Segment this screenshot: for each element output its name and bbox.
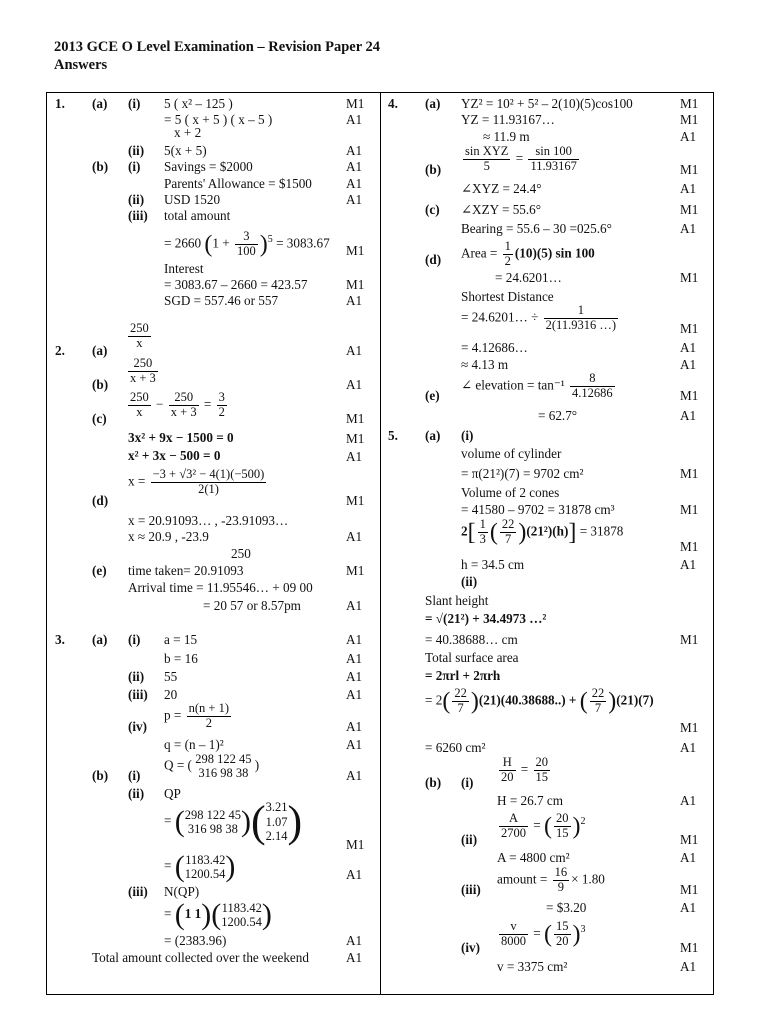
answer-line: M1 xyxy=(680,940,699,955)
answer-line: A1 xyxy=(680,900,697,915)
answer-line: (ii) xyxy=(461,832,478,847)
answer-line: x = 20.91093… , -23.91093… xyxy=(128,513,289,528)
answer-line: (ii) xyxy=(128,192,145,207)
answer-line: A1 xyxy=(346,598,363,613)
q5-tsa-formula: = 2πrl + 2πrh xyxy=(425,668,501,683)
answer-line: = 62.7° xyxy=(538,408,578,423)
answer-line: Shortest Distance xyxy=(461,289,554,304)
answer-line: YZ = 11.93167… xyxy=(461,112,555,127)
answer-line: M1 xyxy=(680,270,699,285)
answer-line: A1 xyxy=(346,112,363,127)
answer-line: (b) xyxy=(92,377,109,392)
answer-line: a = 15 xyxy=(164,632,198,647)
answer-line: (i) xyxy=(128,159,141,174)
q2d-quadratic-formula: x = $\frac{\text{−3 + √3² − 4(1)(−500)}}{2(1)}$ xyxy=(128,467,265,496)
q5b-amount: amount = $\frac{16}{9}$ × 1.80 xyxy=(497,865,605,894)
answer-line: ≈ 11.9 m xyxy=(483,129,530,144)
answer-line: A1 xyxy=(346,143,363,158)
answer-line: A1 xyxy=(346,377,363,392)
answer-line: M1 xyxy=(680,388,699,403)
answer-line: A1 xyxy=(346,867,363,882)
answer-line: M1 xyxy=(680,96,699,111)
answer-line: M1 xyxy=(680,202,699,217)
answer-line: (iv) xyxy=(461,940,481,955)
answer-line: (a) xyxy=(92,96,108,111)
q5-cone-equation: 2[ $\frac{1}{3}$ ( $\frac{22}{7}$ )(21²)(h)] = 31878 xyxy=(461,517,624,546)
answer-line: q = (n – 1)² xyxy=(164,737,224,752)
answer-line: 55 xyxy=(164,669,178,684)
answer-line: USD 1520 xyxy=(164,192,221,207)
answer-line: M1 xyxy=(680,466,699,481)
answer-line: Parents' Allowance = $1500 xyxy=(164,176,312,191)
q5b-ratio-volume: $\frac{v}{8000}$ = ( $\frac{15}{20}$ )$^3$ xyxy=(501,919,586,948)
answer-line: M1 xyxy=(680,162,699,177)
answer-line: time taken= 20.91093 xyxy=(128,563,244,578)
answer-line: A1 xyxy=(346,343,363,358)
answer-line: H = 26.7 cm xyxy=(497,793,564,808)
answer-line: 5 ( x² – 125 ) xyxy=(164,96,233,111)
answer-line: (ii) xyxy=(128,669,145,684)
answer-line: M1 xyxy=(680,321,699,336)
answer-line: A1 xyxy=(346,719,363,734)
q5-tsa-substitution: = 2( $\frac{22}{7}$ )(21)(40.38688..) + ( $\frac{22}{7}$ )(21)(7) xyxy=(425,686,654,715)
answer-line: (iii) xyxy=(128,208,148,223)
answer-line: (b) xyxy=(92,159,109,174)
answer-line: M1 xyxy=(680,112,699,127)
answer-line: = 4.12686… xyxy=(461,340,528,355)
answer-line: ∠XYZ = 24.4° xyxy=(461,181,542,196)
answer-line: (i) xyxy=(461,428,474,443)
answer-line: x + 2 xyxy=(174,125,202,140)
answer-line: = 40.38688… cm xyxy=(425,632,518,647)
q3-n-matrix: = (1 1)(1183.42 1200.54) xyxy=(164,898,272,931)
answer-line: N(QP) xyxy=(164,884,200,899)
q2a-fraction: $\frac{250}{x}$ xyxy=(130,321,149,350)
answer-line: (ii) xyxy=(128,143,145,158)
answer-line: A1 xyxy=(346,159,363,174)
q3-p-formula: p = $\frac{n(n + 1)}{2}$ xyxy=(164,701,229,730)
answer-line: = 5 ( x + 5 ) ( x – 5 ) xyxy=(164,112,273,127)
answer-line: A1 xyxy=(346,632,363,647)
q5-tsa-result: = 6260 cm² xyxy=(425,740,486,755)
answer-line: 2. xyxy=(55,343,65,358)
answer-line: (i) xyxy=(461,775,474,790)
answer-line: (b) xyxy=(425,162,442,177)
answer-line: (d) xyxy=(425,252,442,267)
answer-line: (i) xyxy=(128,96,141,111)
answer-line: M1 xyxy=(680,882,699,897)
answer-line: Savings = $2000 xyxy=(164,159,253,174)
answer-line: (i) xyxy=(128,768,141,783)
answer-line: (e) xyxy=(92,563,107,578)
answer-line: M1 xyxy=(680,832,699,847)
q4d-area-formula: Area = $\frac{1}{2}$ (10)(5) sin 100 xyxy=(461,239,595,268)
answer-line: 3. xyxy=(55,632,65,647)
answer-line: (iii) xyxy=(461,882,481,897)
q2c-equation: $\frac{250}{x}$ − $\frac{250}{x + 3}$ = $\frac{3}{2}$ xyxy=(130,390,225,419)
page-title: 2013 GCE O Level Examination – Revision Paper 24 xyxy=(54,39,380,55)
answer-line: = (2383.96) xyxy=(164,933,227,948)
answer-line: A1 xyxy=(346,933,363,948)
answer-line: (ii) xyxy=(128,786,145,801)
answer-line: (c) xyxy=(425,202,440,217)
answer-line: 20 xyxy=(164,687,178,702)
answer-line: (iii) xyxy=(128,884,148,899)
q3-matrix-result: = (1183.42 1200.54) xyxy=(164,850,236,883)
answer-line: QP xyxy=(164,786,181,801)
answer-line: A1 xyxy=(346,651,363,666)
answer-line: Total surface area xyxy=(425,650,519,665)
answer-line: M1 xyxy=(680,632,699,647)
answer-line: M1 xyxy=(346,96,365,111)
answer-line: (e) xyxy=(425,388,440,403)
answer-line: M1 xyxy=(346,431,365,446)
answer-line: = 24.6201… xyxy=(495,270,562,285)
answer-line: 5. xyxy=(388,428,398,443)
answer-line: x ≈ 20.9 , -23.9 xyxy=(128,529,209,544)
answer-line: A1 xyxy=(346,669,363,684)
answer-line: M1 xyxy=(680,539,699,554)
answer-line: (iv) xyxy=(128,719,148,734)
q4b-sine-rule: $\frac{\text{sin XYZ}}{5}$ = $\frac{\sin 100}{11.93167}$ xyxy=(465,144,577,173)
answer-line: (iii) xyxy=(128,687,148,702)
answer-line: b = 16 xyxy=(164,651,198,666)
page-subtitle: Answers xyxy=(54,57,108,73)
answer-line: (b) xyxy=(425,775,442,790)
q2c-quadratic-2: x² + 3x − 500 = 0 xyxy=(128,448,221,463)
answer-line: (b) xyxy=(92,768,109,783)
answer-line: ∠XZY = 55.6° xyxy=(461,202,542,217)
answer-line: = $3.20 xyxy=(546,900,587,915)
q5b-ratio-height: $\frac{H}{20}$ = $\frac{20}{15}$ xyxy=(501,755,549,784)
answer-line: A1 xyxy=(680,557,697,572)
answer-line: (a) xyxy=(92,632,108,647)
answer-line: M1 xyxy=(346,411,365,426)
answer-line: A1 xyxy=(680,357,697,372)
answer-line: A1 xyxy=(680,221,697,236)
answer-line: = 20 57 or 8.57pm xyxy=(203,598,301,613)
answer-line: = 3083.67 – 2660 = 423.57 xyxy=(164,277,308,292)
answer-line: A1 xyxy=(346,192,363,207)
answer-line: h = 34.5 cm xyxy=(461,557,525,572)
answer-line: YZ² = 10² + 5² – 2(10)(5)cos100 xyxy=(461,96,633,111)
answer-line: M1 xyxy=(346,277,365,292)
answer-line: A1 xyxy=(680,850,697,865)
answer-line: M1 xyxy=(680,502,699,517)
q3-matrix-product: = (298 122 45 316 98 38 )(3.21 1.07 2.14) xyxy=(164,797,303,846)
answer-line: A1 xyxy=(346,687,363,702)
answer-line: M1 xyxy=(346,837,365,852)
answer-line: A1 xyxy=(680,793,697,808)
q4e-elevation: ∠ elevation = tan⁻¹ $\frac{8}{4.12686}$ xyxy=(461,371,613,400)
q5-cylinder-volume: = π(21²)(7) = 9702 cm² xyxy=(461,466,584,481)
q2b-fraction: $\frac{250}{x + 3}$ xyxy=(130,356,156,385)
q3-matrix-q: Q = ( 298 122 45 316 98 38 ) xyxy=(164,752,260,781)
q5-cone-volume: = 41580 – 9702 = 31878 cm³ xyxy=(461,502,615,517)
q4d-shortest-distance: = 24.6201… ÷ $\frac{1}{2(11.9316 \dots)}$ xyxy=(461,303,616,332)
answer-line: A1 xyxy=(346,449,363,464)
answer-line: (a) xyxy=(92,343,108,358)
answer-line: 1. xyxy=(55,96,65,111)
q5-slant-formula: = √(21²) + 34.4973 …² xyxy=(425,611,547,626)
answer-line: volume of cylinder xyxy=(461,446,562,461)
answer-line: 4. xyxy=(388,96,398,111)
answer-line: M1 xyxy=(346,243,365,258)
answer-line: A1 xyxy=(346,176,363,191)
answer-line: SGD = 557.46 or 557 xyxy=(164,293,279,308)
answer-line: A1 xyxy=(680,408,697,423)
answer-line: (i) xyxy=(128,632,141,647)
answer-line: 250 xyxy=(231,546,251,561)
answer-line: A1 xyxy=(346,950,363,965)
q5b-ratio-area: $\frac{A}{2700}$ = ( $\frac{20}{15}$ )$^2$ xyxy=(501,811,586,840)
answer-line: A = 4800 cm² xyxy=(497,850,570,865)
answer-line: (d) xyxy=(92,493,109,508)
answer-line: A1 xyxy=(680,340,697,355)
answer-line: M1 xyxy=(346,493,365,508)
answer-line: A1 xyxy=(346,768,363,783)
answer-line: (ii) xyxy=(461,574,478,589)
answer-line: A1 xyxy=(346,293,363,308)
answer-line: (a) xyxy=(425,96,441,111)
answer-line: A1 xyxy=(680,740,697,755)
answer-line: Slant height xyxy=(425,593,489,608)
answer-line: (c) xyxy=(92,411,107,426)
q2c-quadratic-1: 3x² + 9x − 1500 = 0 xyxy=(128,430,234,445)
answer-line: Bearing = 55.6 – 30 =025.6° xyxy=(461,221,612,236)
answer-line: M1 xyxy=(680,720,699,735)
q1-compound-formula: = 2660 (1 + $\frac{3}{100}$ )$^5$ = 3083.67 xyxy=(164,229,330,258)
answer-line: Total amount collected over the weekend xyxy=(92,950,309,965)
answer-line: A1 xyxy=(346,529,363,544)
answer-line: ≈ 4.13 m xyxy=(461,357,509,372)
answer-line: (a) xyxy=(425,428,441,443)
answer-line: total amount xyxy=(164,208,231,223)
answer-line: A1 xyxy=(680,181,697,196)
answer-line: A1 xyxy=(680,959,697,974)
answer-line: A1 xyxy=(346,737,363,752)
column-divider xyxy=(380,92,381,995)
answer-line: Volume of 2 cones xyxy=(461,485,560,500)
answer-line: M1 xyxy=(346,563,365,578)
answer-line: 5(x + 5) xyxy=(164,143,207,158)
answer-line: Interest xyxy=(164,261,204,276)
answer-line: A1 xyxy=(680,129,697,144)
answer-line: v = 3375 cm² xyxy=(497,959,568,974)
answer-line: Arrival time = 11.95546… + 09 00 xyxy=(128,580,313,595)
